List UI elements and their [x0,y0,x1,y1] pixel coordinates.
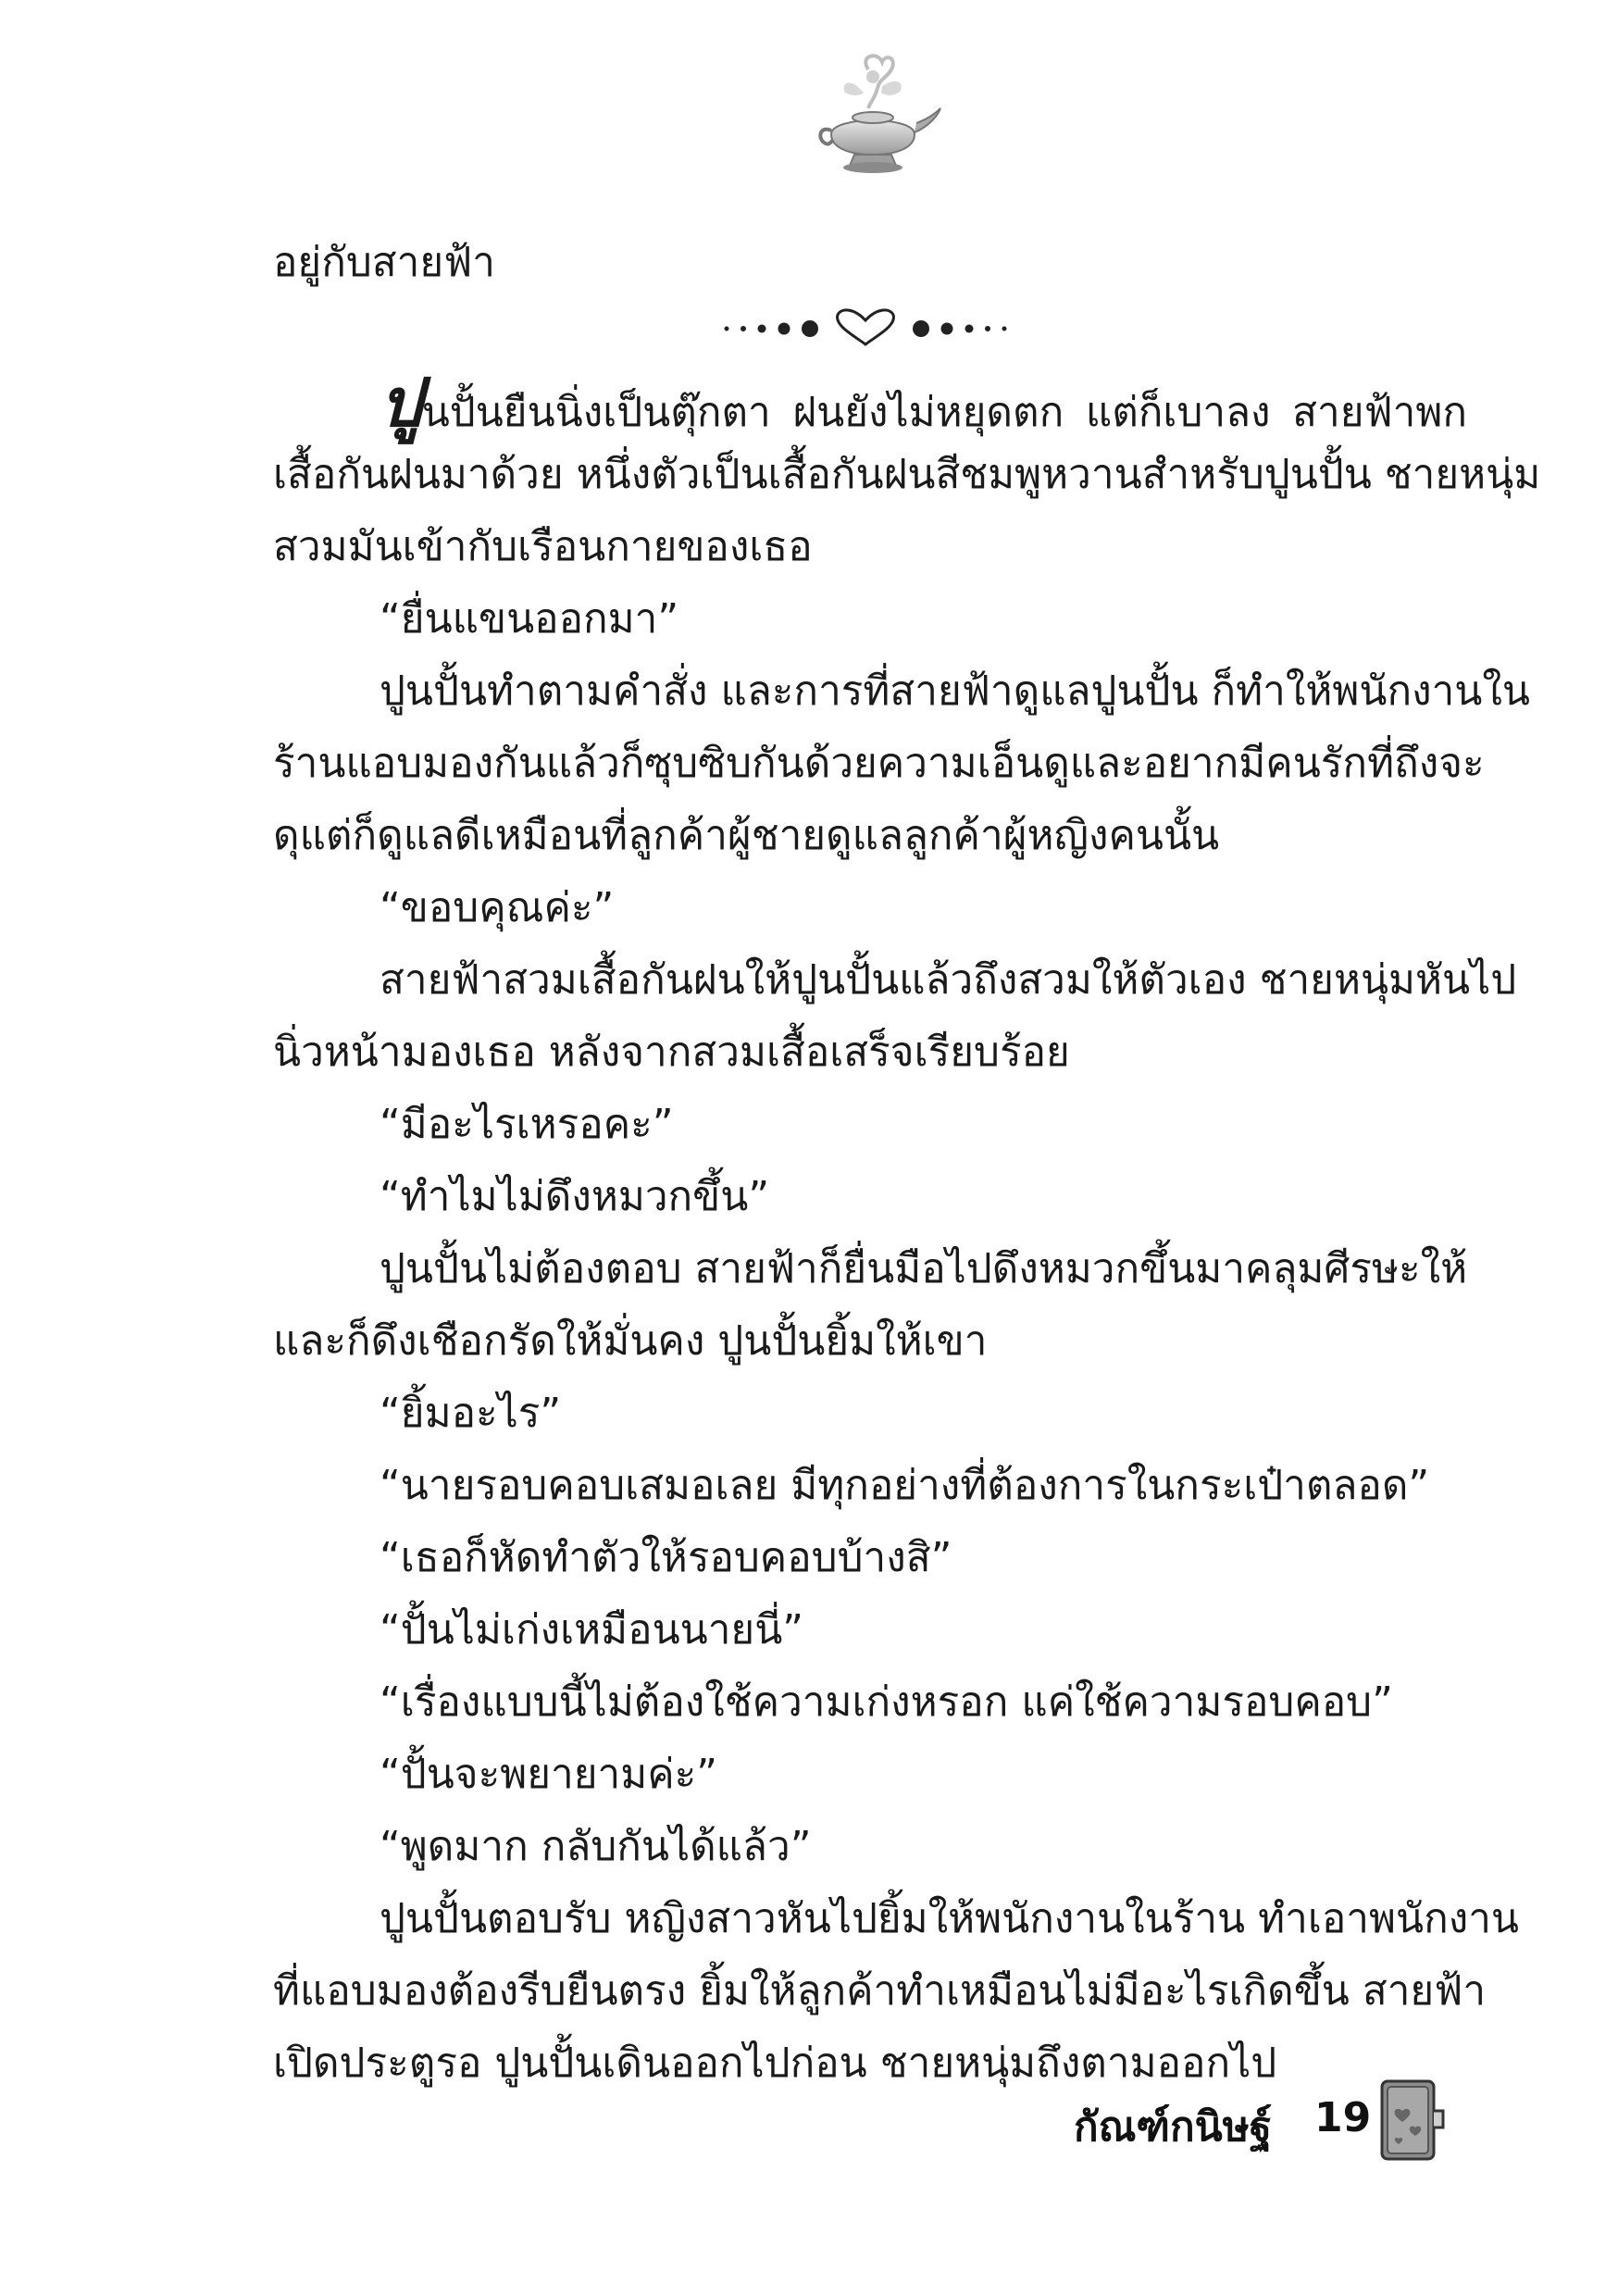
paragraph-line: สายฟ้าสวมเสื้อกันฝนให้ปูนปั้นแล้วถึงสวมให้ตัวเอง ชายหนุ่มหันไป [380,956,1517,1004]
dialogue-line: “ปั้นไม่เก่งเหมือนนายนี่” [380,1606,804,1653]
paragraph-line: ที่แอบมองต้องรีบยืนตรง ยิ้มให้ลูกค้าทำเหมือนไม่มีอะไรเกิดขึ้น สายฟ้า [273,1967,1487,2015]
dialogue-line: “ยิ้มอะไร” [380,1390,562,1437]
paragraph-line: นิ่วหน้ามองเธอ หลังจากสวมเสื้อเสร็จเรียบร้อย [273,1029,1070,1076]
dialogue-line: “เธอก็หัดทำตัวให้รอบคอบบ้างสิ” [380,1534,952,1581]
closed-book-with-hearts-icon [1375,2074,1449,2166]
paragraph-line: ดุแต่ก็ดูแลดีเหมือนที่ลูกค้าผู้ชายดูแลลูกค้าผู้หญิงคนนั้น [273,812,1220,859]
drop-cap: ปู [380,364,422,442]
paragraph-line: ปูนปั้นยืนนิ่งเป็นตุ๊กตา ฝนยังไม่หยุดตก แต่ก็เบาลง สายฟ้าพก [380,364,1467,442]
paragraph-line: เสื้อกันฝนมาด้วย หนึ่งตัวเป็นเสื้อกันฝนสีชมพูหวานสำหรับปูนปั้น ชายหนุ่ม [273,451,1541,498]
dialogue-line: “ปั้นจะพยายามค่ะ” [380,1751,718,1798]
book-title: กัณฑ์กนิษฐ์ [1074,2103,1272,2151]
paragraph-line: อยู่กับสายฟ้า [273,239,495,286]
page-number: 19 [1314,2094,1372,2141]
paragraph-line: เปิดประตูรอ ปูนปั้นเดินออกไปก่อน ชายหนุ่มถึงตามออกไป [273,2040,1277,2087]
paragraph-line: ปูนปั้นทำตามคำสั่ง และการที่สายฟ้าดูแลปูนปั้น ก็ทำให้พนักงานใน [380,668,1530,715]
dialogue-line: “ยื่นแขนออกมา” [380,595,679,643]
paragraph-line: ปูนปั้นไม่ต้องตอบ สายฟ้าก็ยื่นมือไปดึงหมวกขึ้นมาคลุมศีรษะให้ [380,1245,1468,1292]
paragraph-line: ร้านแอบมองกันแล้วก็ซุบซิบกันด้วยความเอ็นดูและอยากมีคนรักที่ถึงจะ [273,740,1485,787]
paragraph-line: สวมมันเข้ากับเรือนกายของเธอ [273,523,813,570]
dots-heart-divider-icon [717,306,1014,352]
genie-lamp-with-fairy-icon [803,51,942,181]
dialogue-line: “ทำไมไม่ดึงหมวกขึ้น” [380,1173,770,1220]
dialogue-line: “มีอะไรเหรอคะ” [380,1101,674,1148]
paragraph-line: ปูนปั้นตอบรับ หญิงสาวหันไปยิ้มให้พนักงานในร้าน ทำเอาพนักงาน [380,1895,1519,1942]
dialogue-line: “เรื่องแบบนี้ไม่ต้องใช้ความเก่งหรอก แค่ใช้ความรอบคอบ” [380,1678,1393,1726]
dialogue-line: “พูดมาก กลับกันได้แล้ว” [380,1823,812,1870]
dialogue-line: “ขอบคุณค่ะ” [380,884,615,931]
paragraph-line: และก็ดึงเชือกรัดให้มั่นคง ปูนปั้นยิ้มให้เขา [273,1317,988,1365]
dialogue-line: “นายรอบคอบเสมอเลย มีทุกอย่างที่ต้องการในกระเป๋าตลอด” [380,1462,1430,1509]
